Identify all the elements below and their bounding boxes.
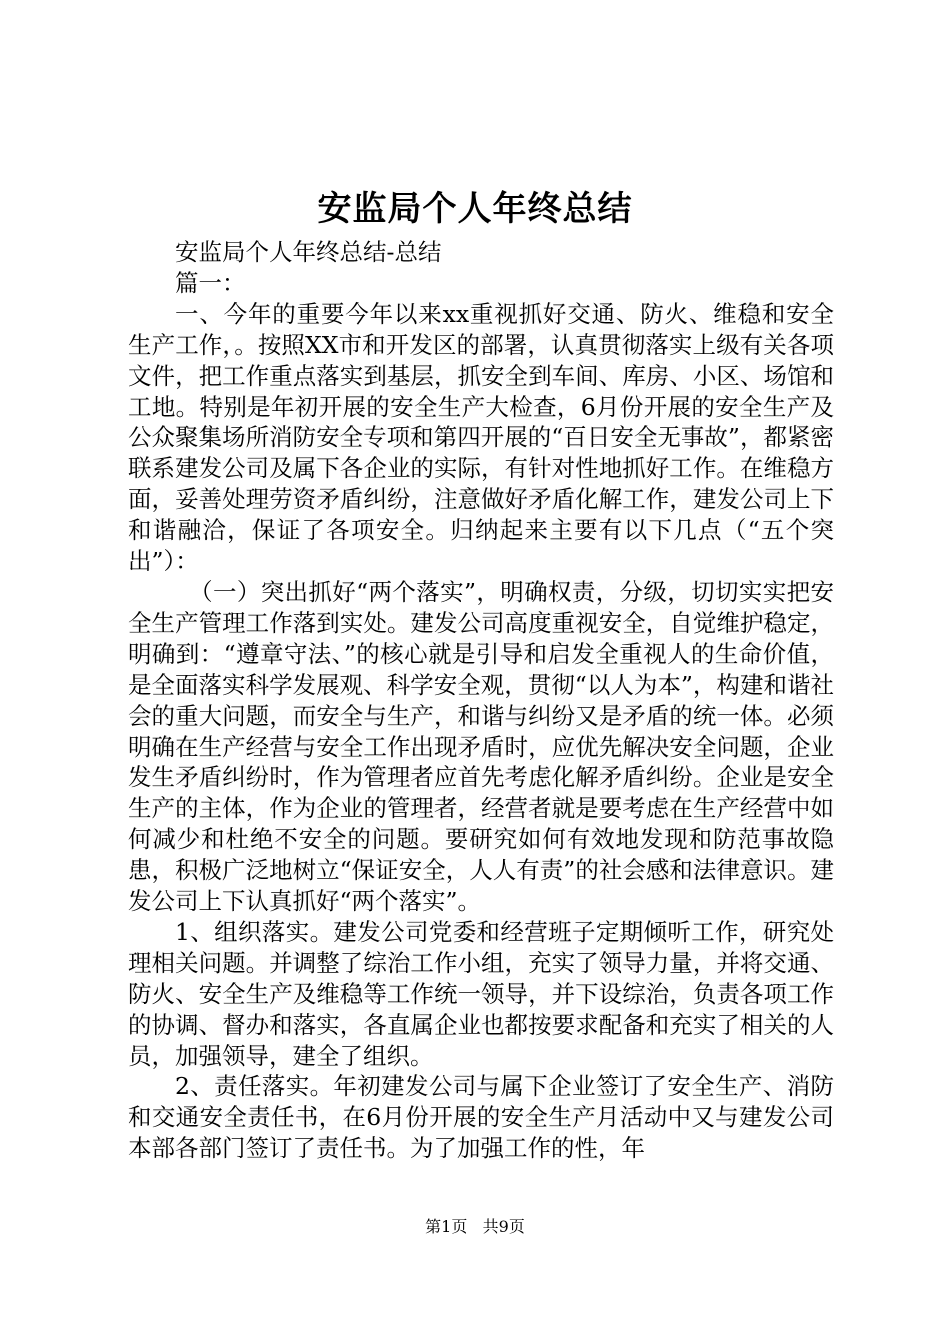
body-paragraph: 1、组织落实。建发公司党委和经营班子定期倾听工作，研究处理相关问题。并调整了综治工作小组，充实了领导力量，并将交通、防火、安全生产及维稳等工作统一领导，并下设综治，负责各项工作的协调、督办和落实，各直属企业也都按要求配备和充实了相关的人员，加强领导，建全了组织。 bbox=[128, 917, 834, 1070]
page-total: 共9页 bbox=[482, 1217, 525, 1236]
body-paragraph: 2、责任落实。年初建发公司与属下企业签订了安全生产、消防和交通安全责任书，在6月份开展的安全生产月活动中又与建发公司本部各部门签订了责任书。为了加强工作的性，年 bbox=[128, 1072, 834, 1163]
document-body bbox=[128, 237, 834, 1164]
page-separator bbox=[472, 1217, 477, 1236]
page-footer bbox=[0, 1216, 950, 1238]
body-paragraph: 一、今年的重要今年以来xx重视抓好交通、防火、维稳和安全生产工作，。按照XX市和开发区的部署，认真贯彻落实上级有关各项文件，把工作重点落实到基层，抓安全到车间、库房、小区、场馆和工地。特别是年初开展的安全生产大检查，6月份开展的安全生产及公众聚集场所消防安全专项和第四开展的“百日安全无事故”，都紧密联系建发公司及属下各企业的实际，有针对性地抓好工作。在维稳方面，妥善处理劳资矛盾纠纷，注意做好矛盾化解工作，建发公司上下和谐融洽，保证了各项安全。归纳起来主要有以下几点（“五个突出”）： bbox=[128, 299, 834, 576]
page-number: 第1页 bbox=[425, 1217, 468, 1236]
body-paragraph: （一）突出抓好“两个落实”，明确权责，分级，切切实实把安全生产管理工作落到实处。建发公司高度重视安全，自觉维护稳定，明确到：“遵章守法、”的核心就是引导和启发全重视人的生命价值，是全面落实科学发展观、科学安全观，贯彻“以人为本”，构建和谐社会的重大问题，而安全与生产，和谐与纠纷又是矛盾的统一体。必须明确在生产经营与安全工作出现矛盾时，应优先解决安全问题，企业发生矛盾纠纷时，作为管理者应首先考虑化解矛盾纠纷。企业是安全生产的主体，作为企业的管理者，经营者就是要考虑在生产经营中如何减少和杜绝不安全的问题。要研究如何有效地发现和防范事故隐患，积极广泛地树立“保证安全，人人有责”的社会感和法律意识。建发公司上下认真抓好“两个落实”。 bbox=[128, 577, 834, 916]
document-title: 安监局个人年终总结 bbox=[317, 189, 633, 229]
subtitle-paragraph: 安监局个人年终总结-总结 bbox=[175, 238, 442, 266]
section-label-paragraph: 篇一： bbox=[175, 268, 246, 297]
